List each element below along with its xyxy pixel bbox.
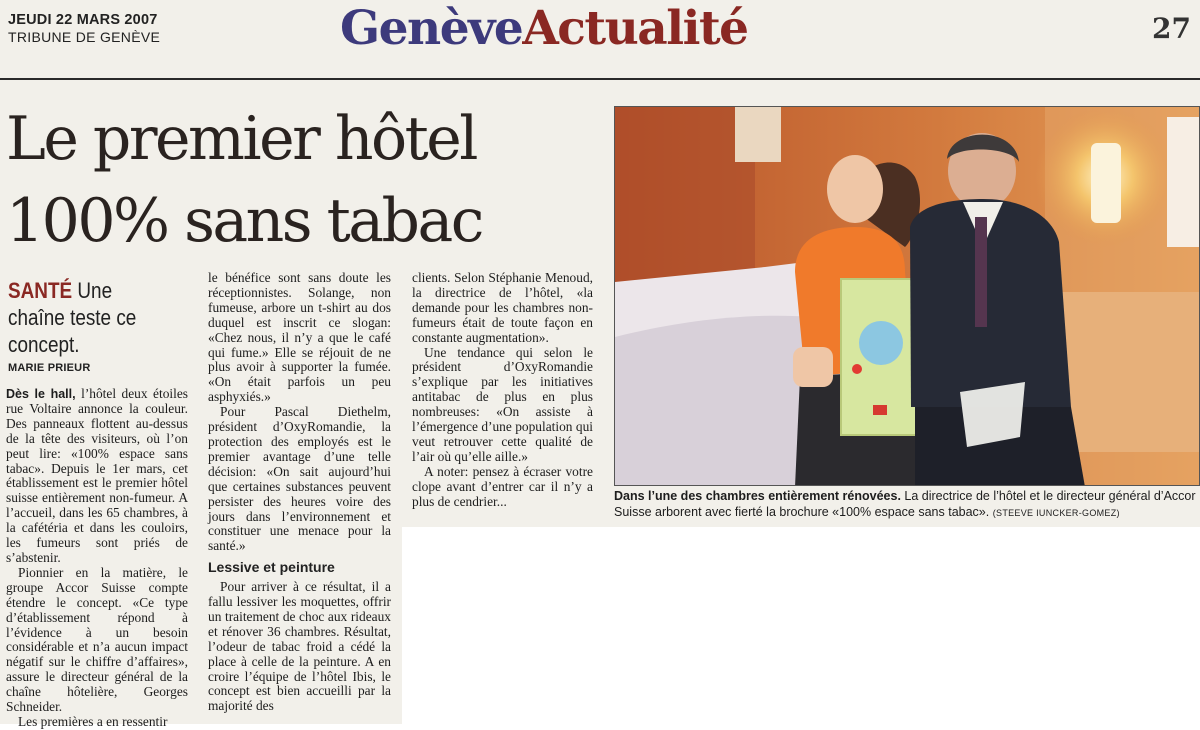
paragraph-text: l’hôtel deux étoiles rue Voltaire annonce la couleur. Des panneaux flottent au-dessus de la tête des visiteurs, où l’on peut lire: «100% espace sans tabac». Depuis le 1er mars, cet établissement est le premier hôtel suisse entièrement non-fumeur. A l’accueil, dans les 65 chambres, à la cafétéria et dans les couloirs, les fumeurs sont priés de s’abstenir. — [6, 386, 189, 565]
paragraph: Les premières a en ressentir — [18, 713, 168, 729]
article-column-2 — [208, 271, 391, 714]
subheading: Lessive et peinture — [208, 559, 335, 576]
paragraph: Une tendance qui selon le président d’OxyRomandie s’explique par les initiatives antitabac de plus en plus nombreuses: «On assiste à l’émergence d’une population qui veut retrouver cette qualité de l’air où qu’elle aille.» — [412, 344, 593, 464]
paragraph: le bénéfice sont sans doute les réceptionnistes. Solange, non fumeuse, arbore un t-shirt au dos duquel est inscrit ce slogan: «Chez nous, il n’y a que le café qui fume.» Elle se réjouit de ne plus avoir à supporter la fumée. «On était parfois un peu asphyxiés.» — [208, 270, 391, 405]
headline-line-2: 100% sans tabac — [6, 186, 482, 256]
page-number: 27 — [1152, 12, 1191, 45]
paragraph: Pour Pascal Diethelm, président d’OxyRomandie, la protection des employés est le premier avantage d’une telle décision: «On sait aujourd’hui que certaines substances peuvent persister des heures voire des jours dans l’environnement et constituer une menace pour la santé.» — [208, 404, 391, 554]
article-photo — [614, 106, 1200, 486]
section-title-geneve: Genève — [340, 1, 523, 56]
header-rule — [0, 78, 1200, 80]
article-column-1 — [6, 387, 188, 730]
byline: MARIE PRIEUR — [8, 362, 91, 374]
paragraph: Pionnier en la matière, le groupe Accor Suisse compte étendre le concept. «Ce type d’établissement répond à l’évidence à un besoin considérable et n’a aucun impact négatif sur le chiffre d’affaires», assure le directeur général de la chaîne hôtelière, Georges Schneider. — [6, 564, 188, 715]
paragraph: Pour arriver à ce résultat, il a fallu lessiver les moquettes, offrir un traitement de choc aux rideaux et rénover 36 chambres. Résultat, l’odeur de tabac froid a cédé la place à celle de la peinture. A en croire l’équipe de l’hôtel Ibis, le concept est bien accueilli par la majorité des — [208, 579, 391, 714]
newspaper-name: TRIBUNE DE GENÈVE — [8, 29, 161, 45]
headline — [6, 98, 606, 262]
kicker-text: Une chaîne teste ce concept. — [8, 278, 137, 357]
photo-illustration — [615, 107, 1200, 486]
section-title-actualite: Actualité — [522, 1, 748, 56]
section-title — [340, 1, 748, 56]
kicker-keyword: SANTÉ — [8, 278, 73, 303]
article-column-3 — [412, 271, 593, 510]
headline-line-1: Le premier hôtel — [6, 104, 476, 174]
photo-credit: (STEEVE IUNCKER-GOMEZ) — [992, 507, 1120, 518]
caption-lead: Dans l’une des chambres entièrement rénovées. — [614, 489, 901, 503]
photo-caption — [614, 489, 1200, 521]
caption-text: La directrice de l’hôtel et le directeur général d’Accor Suisse arborent avec fierté la brochure «100% espace sans tabac». — [614, 489, 1196, 519]
lead-in: Dès le hall, — [6, 387, 76, 401]
kicker — [8, 277, 171, 358]
paragraph: A noter: pensez à écraser votre clope avant d’entrer car il n’y a plus de cendrier... — [412, 463, 593, 509]
paragraph — [6, 387, 188, 566]
issue-date: JEUDI 22 MARS 2007 — [8, 12, 158, 28]
paragraph: clients. Selon Stéphanie Menoud, la directrice de l’hôtel, «la demande pour les chambres non-fumeurs était de toute façon en constante augmentation». — [412, 270, 593, 345]
